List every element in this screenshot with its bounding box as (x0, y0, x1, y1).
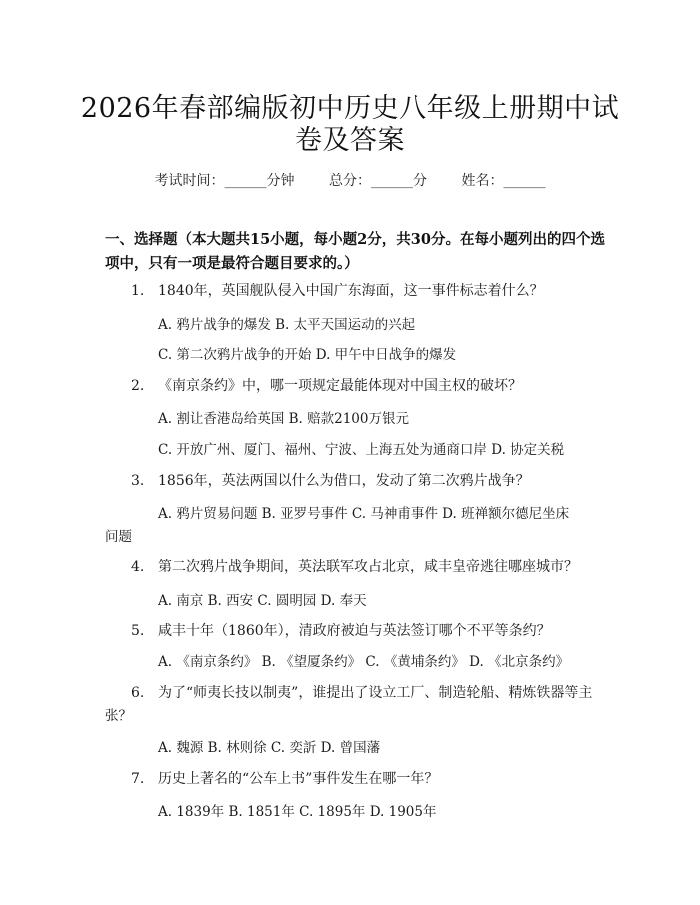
total-score-field: 总分：______分 (329, 173, 427, 189)
question-number: 3. (131, 473, 145, 489)
question-3-options-line1: A. 鸦片贸易问题 B. 亚罗号事件 C. 马神甫事件 D. 班禅额尔德尼坐床 (158, 506, 570, 522)
section-heading-line2: 项中，只有一项是最符合题目要求的。） (105, 255, 359, 272)
exam-meta (0, 170, 700, 190)
question-7-options-line1: A. 1839年 B. 1851年 C. 1895年 D. 1905年 (158, 804, 437, 820)
question-number: 1. (131, 283, 145, 299)
student-name-field: 姓名：______ (461, 173, 546, 189)
question-4-options-line1: A. 南京 B. 西安 C. 圆明园 D. 奉天 (158, 593, 367, 609)
question-4 (131, 557, 578, 577)
question-3 (131, 471, 530, 491)
question-text: 《南京条约》中，哪一项规定最能体现对中国主权的破坏？ (158, 378, 522, 394)
question-number: 5. (131, 623, 145, 639)
question-text: 为了“师夷长技以制夷”，谁提出了设立工厂、制造轮船、精炼铁器等主 (158, 685, 593, 701)
exam-time-field: 考试时间：______分钟 (154, 173, 295, 189)
question-7 (131, 769, 438, 789)
question-1 (131, 281, 544, 301)
question-1-options-line1: A. 鸦片战争的爆发 B. 太平天国运动的兴起 (158, 317, 416, 333)
question-5 (131, 621, 551, 641)
question-3-options-line2: 问题 (105, 529, 132, 545)
exam-title-line1: 2026年春部编版初中历史八年级上册期中试 (80, 93, 620, 124)
question-text: 第二次鸦片战争期间，英法联军攻占北京，咸丰皇帝逃往哪座城市？ (158, 559, 578, 575)
question-text: 1856年，英法两国以什么为借口，发动了第二次鸦片战争？ (158, 473, 530, 489)
question-6-text-continued: 张？ (105, 708, 132, 724)
section-heading-line1: 一、选择题（本大题共15小题，每小题2分，共30分。在每小题列出的四个选 (105, 231, 605, 248)
question-number: 4. (131, 559, 145, 575)
question-text: 历史上著名的“公车上书”事件发生在哪一年？ (158, 771, 439, 787)
question-2 (131, 376, 522, 396)
question-6-options-line1: A. 魏源 B. 林则徐 C. 奕訢 D. 曾国藩 (158, 740, 381, 756)
question-text: 1840年，英国舰队侵入中国广东海面，这一事件标志着什么？ (158, 283, 544, 299)
question-2-options-line2: C. 开放广州、厦门、福州、宁波、上海五处为通商口岸 D. 协定关税 (158, 442, 565, 458)
exam-title-line2: 卷及答案 (295, 125, 405, 156)
question-number: 7. (131, 771, 145, 787)
question-5-options-line1: A. 《南京条约》 B. 《望厦条约》 C. 《黄埔条约》 D. 《北京条约》 (158, 654, 570, 670)
question-number: 2. (131, 378, 145, 394)
question-number: 6. (131, 685, 145, 701)
question-2-options-line1: A. 割让香港岛给英国 B. 赔款2100万银元 (158, 411, 409, 427)
question-6 (131, 683, 592, 703)
question-text: 咸丰十年（1860年），清政府被迫与英法签订哪个不平等条约？ (158, 623, 551, 639)
question-1-options-line2: C. 第二次鸦片战争的开始 D. 甲午中日战争的爆发 (158, 347, 457, 363)
